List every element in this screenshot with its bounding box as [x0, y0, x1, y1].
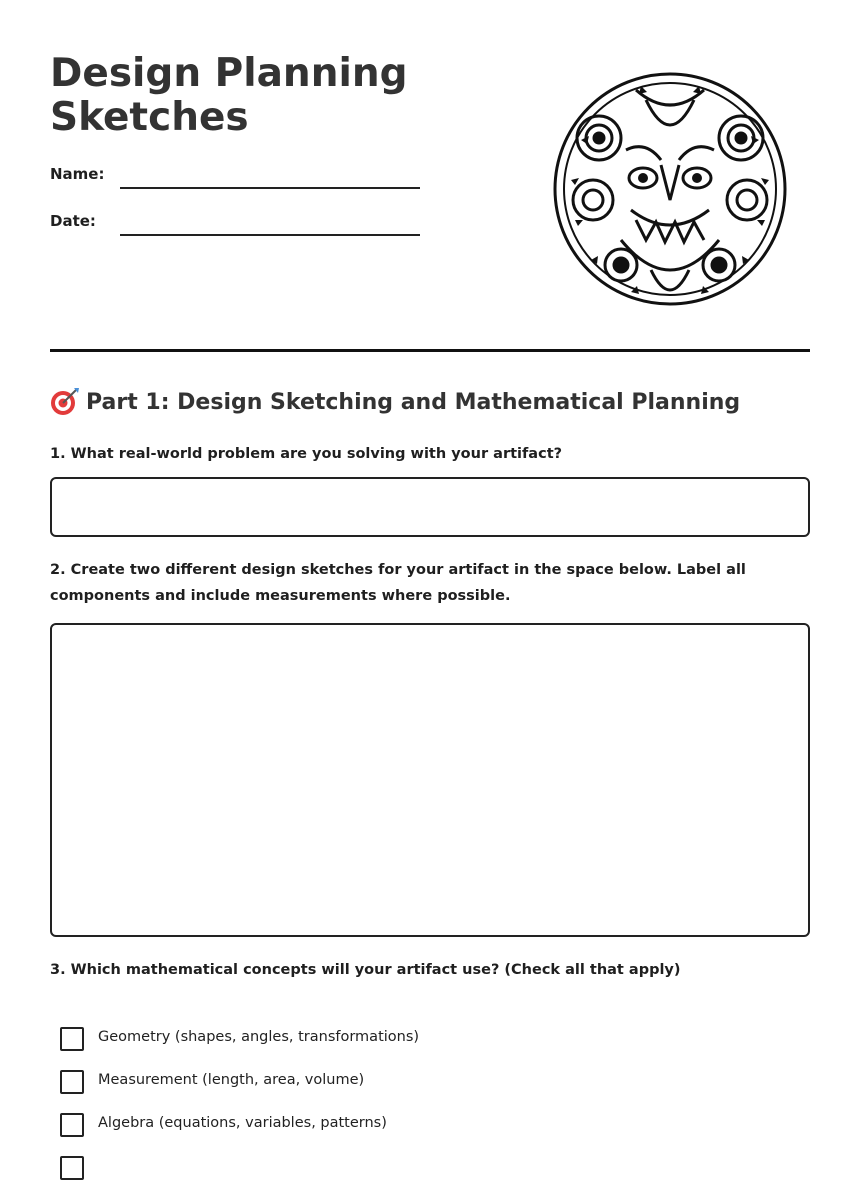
checkbox[interactable] — [60, 1113, 84, 1137]
question-1: 1. What real-world problem are you solving with your artifact? — [50, 446, 563, 462]
part1-heading — [50, 386, 810, 416]
name-field[interactable] — [120, 187, 420, 189]
page-title: Design Planning Sketches — [50, 51, 408, 140]
checkbox-label: Algebra (equations, variables, patterns) — [98, 1115, 387, 1131]
question-3: 3. Which mathematical concepts will your artifact use? (Check all that apply) — [50, 962, 681, 978]
part1-heading-text: Part 1: Design Sketching and Mathematical Planning — [86, 390, 741, 415]
checkbox-label: Geometry (shapes, angles, transformations) — [98, 1029, 420, 1045]
question-1-answer-box[interactable] — [50, 477, 810, 537]
section-divider — [50, 349, 810, 352]
question-2: 2. Create two different design sketches for your artifact in the space below. Label all components and include measurements where possible. — [50, 562, 746, 604]
target-dart-icon — [50, 386, 80, 416]
question-2-sketch-box[interactable] — [50, 623, 810, 937]
name-label: Name: — [50, 165, 105, 183]
date-field[interactable] — [120, 234, 420, 236]
date-label: Date: — [50, 212, 96, 230]
checkbox[interactable] — [60, 1156, 84, 1180]
checkbox-label: Measurement (length, area, volume) — [98, 1072, 365, 1088]
checkbox[interactable] — [60, 1027, 84, 1051]
checkbox[interactable] — [60, 1070, 84, 1094]
maori-carving-icon — [551, 70, 789, 308]
